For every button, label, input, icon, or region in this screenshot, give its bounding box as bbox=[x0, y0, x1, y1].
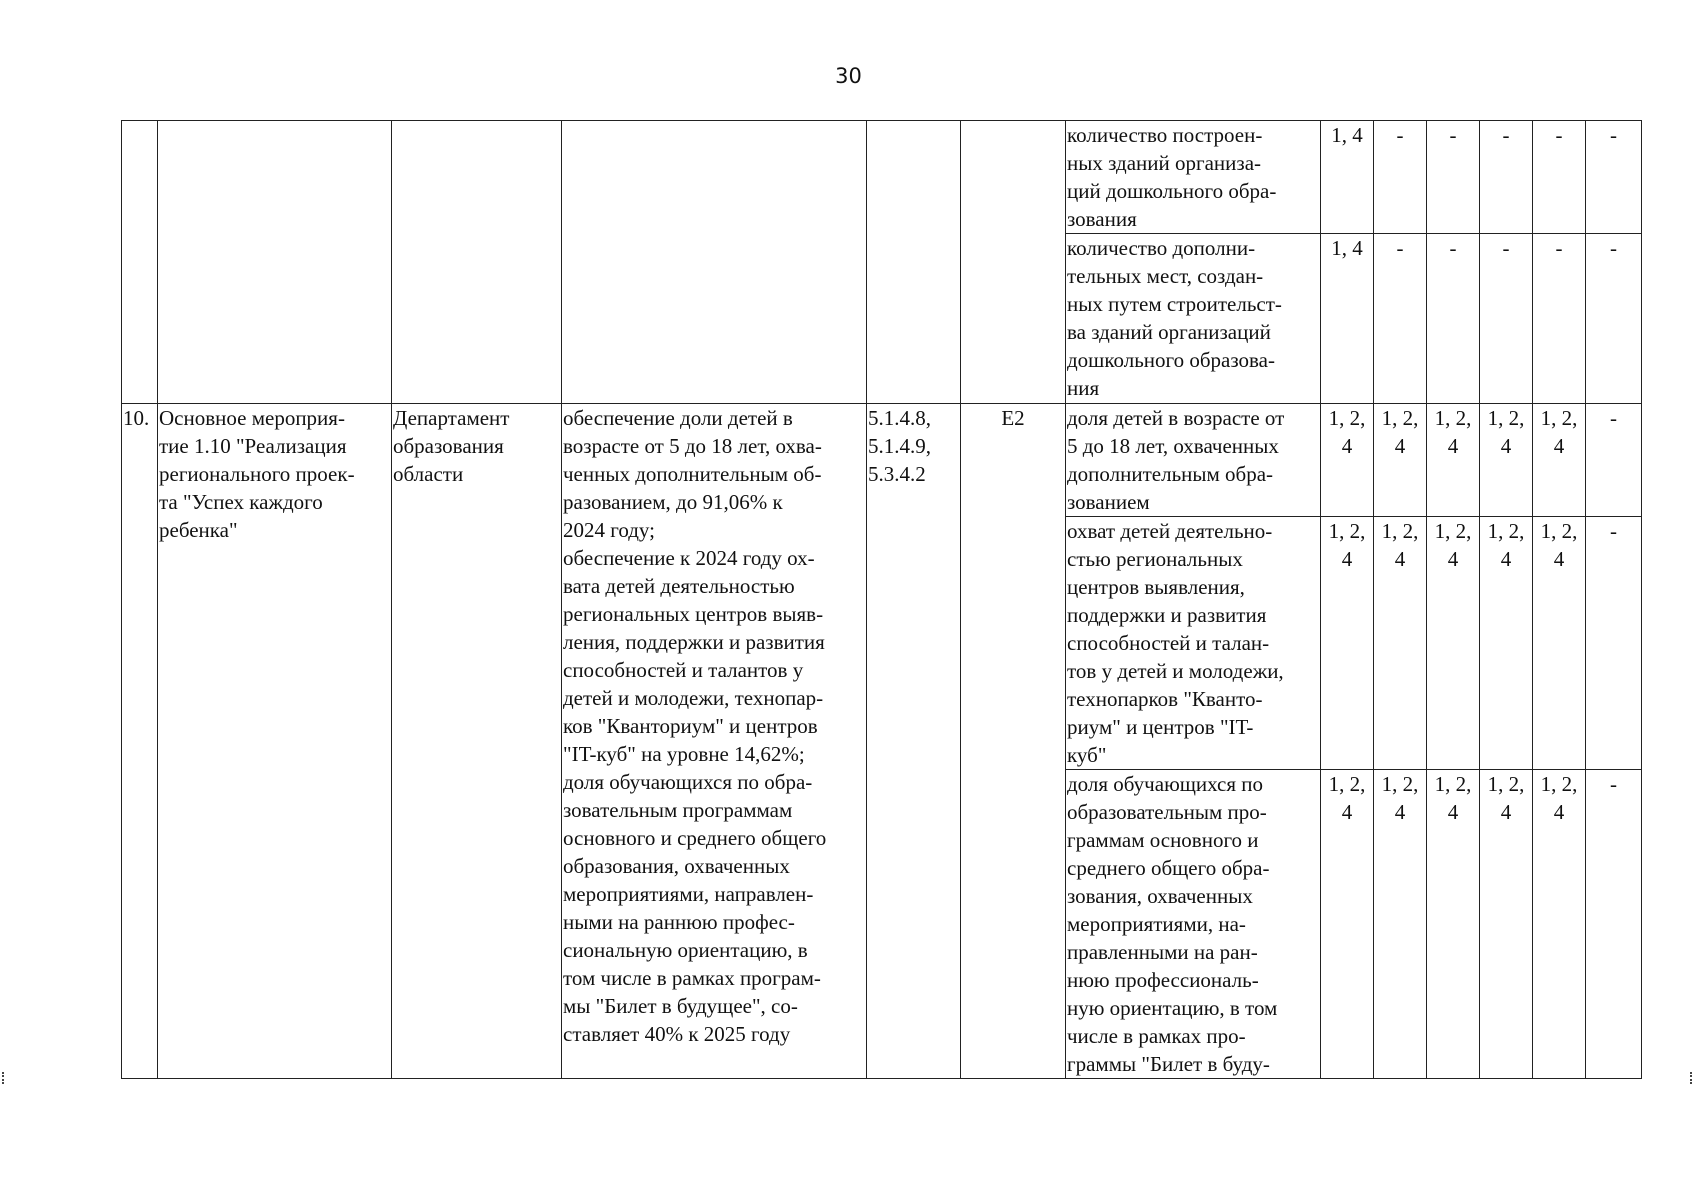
project-code-cell bbox=[961, 121, 1066, 404]
code-cell: 1, 2, 4 bbox=[1533, 517, 1586, 770]
links-cell bbox=[867, 121, 961, 404]
page-number: 30 bbox=[835, 64, 862, 88]
table-row bbox=[122, 404, 1642, 517]
code-cell: 1, 2, 4 bbox=[1480, 404, 1533, 517]
value-cell: - bbox=[1586, 517, 1642, 770]
indicator-cell: доля детей в возрасте от 5 до 18 лет, охваченных дополнительным обра- зованием bbox=[1066, 404, 1321, 517]
table-row bbox=[122, 121, 1642, 234]
code-cell: 1, 4 bbox=[1321, 121, 1374, 234]
value-cell: - bbox=[1374, 121, 1427, 234]
executor-cell bbox=[392, 121, 562, 404]
code-cell: 1, 2, 4 bbox=[1427, 404, 1480, 517]
value-cell: - bbox=[1480, 121, 1533, 234]
code-cell: 1, 2, 4 bbox=[1533, 770, 1586, 1079]
indicator-cell: охват детей деятельно- стью региональных центров выявления, поддержки и развития способностей и талан- тов у детей и молодежи, технопарков "Кванто- риум" и центров "IT- куб" bbox=[1066, 517, 1321, 770]
code-cell: 1, 2, 4 bbox=[1321, 404, 1374, 517]
value-cell: - bbox=[1586, 121, 1642, 234]
code-cell: 1, 2, 4 bbox=[1374, 770, 1427, 1079]
project-code-cell: E2 bbox=[961, 404, 1066, 1079]
value-cell: - bbox=[1427, 234, 1480, 404]
program-table bbox=[121, 120, 1642, 1079]
code-cell: 1, 2, 4 bbox=[1480, 770, 1533, 1079]
value-cell: - bbox=[1533, 121, 1586, 234]
indicator-cell: доля обучающихся по образовательным про- граммам основного и среднего общего обра- зования, охваченных мероприятиями, на- правленными на ран- нюю профессиональ- ную ориентацию, в том числе в рамках про- граммы "Билет в буду- bbox=[1066, 770, 1321, 1079]
code-cell: 1, 2, 4 bbox=[1480, 517, 1533, 770]
scan-edge-mark bbox=[2, 1072, 6, 1084]
code-cell: 1, 2, 4 bbox=[1321, 770, 1374, 1079]
links-cell: 5.1.4.8, 5.1.4.9, 5.3.4.2 bbox=[867, 404, 961, 1079]
indicator-cell: количество дополни- тельных мест, создан- ных путем строительст- ва зданий организаций дошкольного образова- ния bbox=[1066, 234, 1321, 404]
code-cell: 1, 2, 4 bbox=[1427, 770, 1480, 1079]
indicator-cell: количество построен- ных зданий организа- ций дошкольного обра- зования bbox=[1066, 121, 1321, 234]
event-cell bbox=[158, 121, 392, 404]
code-cell: 1, 4 bbox=[1321, 234, 1374, 404]
result-cell bbox=[562, 121, 867, 404]
executor-cell: Департамент образования области bbox=[392, 404, 562, 1079]
result-cell: обеспечение доли детей в возрасте от 5 до 18 лет, охва- ченных дополнительным об- разованием, до 91,06% к 2024 году; обеспечение к 2024 году ох- вата детей деятельностью региональных центров выяв- ления, поддержки и развития способностей и талантов у детей и молодежи, технопар- ков "Кванториум" и центров "IT-куб" на уровне 14,62%; доля обучающихся по обра- зовательным программам основного и среднего общего образования, охваченных мероприятиями, направлен- ными на раннюю профес- сиональную ориентацию, в том числе в рамках програм- мы "Билет в будущее", со- ставляет 40% к 2025 году bbox=[562, 404, 867, 1079]
code-cell: 1, 2, 4 bbox=[1374, 517, 1427, 770]
value-cell: - bbox=[1586, 234, 1642, 404]
value-cell: - bbox=[1374, 234, 1427, 404]
number-cell bbox=[122, 121, 158, 404]
value-cell: - bbox=[1586, 404, 1642, 517]
code-cell: 1, 2, 4 bbox=[1533, 404, 1586, 517]
code-cell: 1, 2, 4 bbox=[1374, 404, 1427, 517]
event-cell: Основное мероприя- тие 1.10 "Реализация регионального проек- та "Успех каждого ребенка" bbox=[158, 404, 392, 1079]
value-cell: - bbox=[1427, 121, 1480, 234]
scan-edge-mark bbox=[1690, 1072, 1694, 1084]
value-cell: - bbox=[1533, 234, 1586, 404]
row-number: 10. bbox=[122, 404, 158, 1079]
value-cell: - bbox=[1586, 770, 1642, 1079]
code-cell: 1, 2, 4 bbox=[1321, 517, 1374, 770]
value-cell: - bbox=[1480, 234, 1533, 404]
code-cell: 1, 2, 4 bbox=[1427, 517, 1480, 770]
